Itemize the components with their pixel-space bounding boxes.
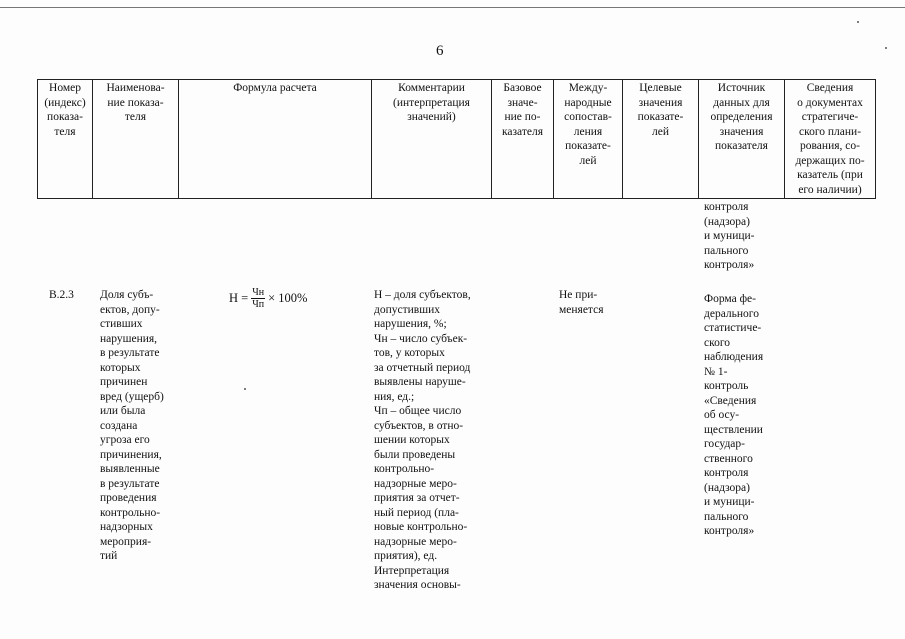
indicator-table-header (37, 79, 876, 199)
header-base-value: Базовое значе- ние по- казателя (492, 80, 554, 199)
header-comments: Комментарии (интерпретация значений) (372, 80, 492, 199)
formula-rhs: × 100% (268, 291, 308, 306)
row-indicator-name: Доля субъ- ектов, допу- стивших нарушения, в результате которых причинен вред (ущерб) или была создана угроза его причинения, выявленные в результате проведения контрольно- надзорных мероприя- тий (100, 289, 164, 562)
row-formula (229, 287, 307, 310)
header-target-values: Целевые значения показате- лей (623, 80, 699, 199)
formula-lhs: Н = (229, 291, 249, 306)
header-data-source: Источник данных для определения значения показателя (699, 80, 785, 199)
header-name: Наименова- ние показа- теля (93, 80, 179, 199)
scan-speck (857, 21, 859, 23)
scan-speck (244, 388, 246, 390)
row-index: B.2.3 (49, 289, 74, 301)
formula-numerator: Чн (252, 287, 265, 298)
continued-source-text: контроля (надзора) и муници- пального контроля» (704, 201, 755, 271)
formula-fraction (251, 287, 265, 310)
header-index: Номер (индекс) показа- теля (38, 80, 93, 199)
page-number: 6 (436, 43, 444, 59)
header-formula: Формула расчета (179, 80, 372, 199)
top-rule (0, 7, 905, 8)
formula-denominator: Чп (252, 299, 265, 310)
header-international: Между- народные сопостав- ления показате- лей (554, 80, 623, 199)
scan-speck (885, 47, 887, 49)
row-comment: Н – доля субъектов, допустивших нарушения, %; Чн – число субъек- тов, у которых за отчетный период выявлены наруше- ния, ед.; Чп – общее число субъектов, в отно- шении которых были проведены контрольно- надзорные меро- приятия за отчет- ный период (пла- новые контрольно- надзорные меро- приятия), ед. Интерпретация значения основы- (374, 289, 471, 591)
row-data-source: Форма фе- дерального статистиче- ского наблюдения № 1- контроль «Сведения об осу- ществлении государ- ственного контроля (надзора) и муници- пального контроля» (704, 293, 764, 537)
row-international: Не при- меняется (559, 289, 604, 316)
header-strategic-docs: Сведения о документах стратегиче- ского плани- рования, со- держащих по- казатель (при его наличии) (785, 80, 876, 199)
